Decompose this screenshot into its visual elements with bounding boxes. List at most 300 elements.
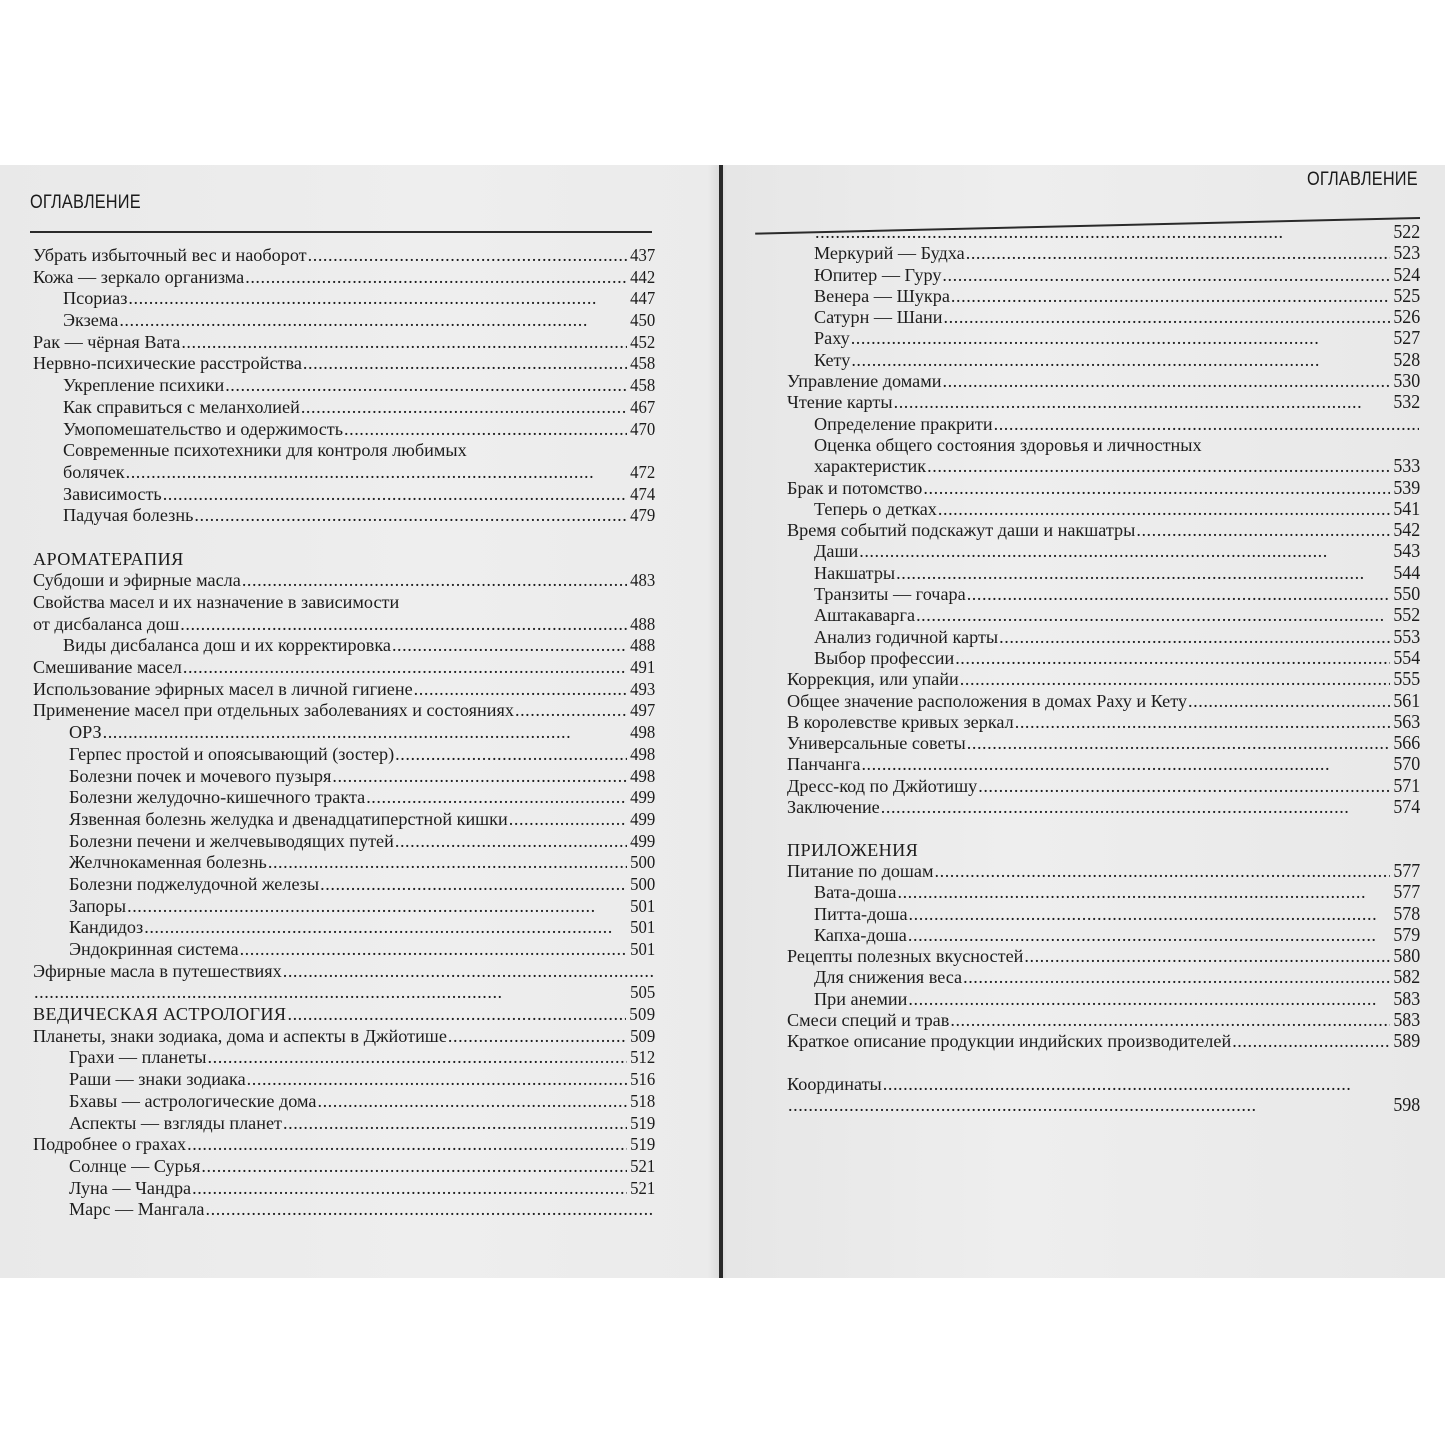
- toc-entry: [787, 1074, 1420, 1095]
- toc-entry-title: Кету: [814, 349, 851, 370]
- toc-entry: [33, 982, 655, 1004]
- toc-entry: [787, 648, 1420, 669]
- dot-leader: [127, 896, 627, 918]
- running-head: ОГЛАВЛЕНИЕ: [1307, 169, 1418, 190]
- toc-page-number: 491: [629, 657, 655, 678]
- toc-entry: [33, 1199, 655, 1221]
- toc-entry: [33, 1113, 655, 1135]
- toc-entry: [33, 592, 655, 614]
- dot-leader: [963, 967, 1390, 988]
- toc-entry-title: Анализ годичной карты: [814, 626, 999, 647]
- toc-entry: [787, 478, 1420, 499]
- toc-entry: [787, 691, 1420, 712]
- dot-leader: [283, 1113, 627, 1135]
- dot-leader: [332, 766, 626, 788]
- toc-page-number: 479: [629, 505, 655, 526]
- toc-entry: [33, 657, 655, 679]
- toc-entry-title: Убрать избыточный вес и наоборот: [33, 245, 307, 265]
- toc-page-number: 577: [1393, 860, 1420, 882]
- toc-page-number: 458: [629, 375, 655, 396]
- dot-leader: [966, 243, 1390, 264]
- toc-entry-title: Свойства масел и их назначение в зависимости: [33, 592, 400, 612]
- dot-leader: [392, 635, 627, 657]
- toc-page-number: 512: [629, 1047, 655, 1068]
- toc-page-number: 579: [1393, 924, 1420, 946]
- toc-entry: [787, 754, 1420, 775]
- toc-page-number: 498: [629, 722, 655, 743]
- dot-leader: [942, 265, 1389, 286]
- toc-page-number: 519: [629, 1112, 655, 1133]
- toc-entry-title: Оценка общего состояния здоровья и личностных: [814, 434, 1202, 455]
- toc-entry: [787, 882, 1420, 903]
- dot-leader: [303, 353, 627, 375]
- toc-entry: [787, 456, 1420, 477]
- toc-entry: [33, 288, 655, 310]
- toc-entry: [33, 700, 655, 722]
- toc-entry: [787, 1095, 1420, 1116]
- toc-entry: [787, 541, 1420, 562]
- dot-leader: [242, 570, 627, 592]
- dot-leader: [268, 852, 627, 874]
- toc-entry-title: Рак — чёрная Вата: [33, 331, 181, 352]
- toc-entry: [33, 635, 655, 657]
- toc-section-heading: [33, 1004, 655, 1026]
- dot-leader: [344, 419, 627, 441]
- toc-entry: [33, 939, 655, 961]
- toc-entry: [33, 484, 655, 506]
- toc-page-number: 516: [629, 1069, 655, 1090]
- toc-page-number: 570: [1393, 754, 1420, 776]
- toc-entry-title: Виды дисбаланса дош и их корректировка: [63, 635, 391, 656]
- toc-entry-title: Капха-доша: [814, 924, 907, 945]
- toc-entry-title: Рецепты полезных вкусностей: [787, 946, 1024, 967]
- dot-leader: [894, 392, 1390, 413]
- toc-entry: [33, 831, 655, 853]
- dot-leader: [163, 484, 627, 506]
- dot-leader: [978, 776, 1390, 797]
- dot-leader: [1136, 520, 1389, 541]
- toc-page-number: 521: [629, 1155, 655, 1176]
- toc-entry-title: Общее значение расположения в домах Раху и Кету: [787, 690, 1188, 711]
- toc-page-number: 498: [629, 765, 655, 786]
- toc-entry-title: Применение масел при отдельных заболеваниях и состояниях: [33, 700, 514, 721]
- toc-page-number: 525: [1393, 285, 1420, 307]
- toc-entry-title: Универсальные советы: [787, 733, 966, 754]
- dot-leader: [126, 462, 627, 484]
- toc-entry-title: характеристик: [814, 456, 927, 477]
- toc-entry: [787, 350, 1420, 371]
- dot-leader: [128, 288, 626, 310]
- toc-page-number: 526: [1393, 307, 1420, 329]
- toc-page-number: 561: [1393, 690, 1420, 712]
- toc-entry: [787, 243, 1420, 264]
- dot-leader: [366, 787, 627, 809]
- toc-entry: [787, 435, 1420, 456]
- toc-entry: [787, 861, 1420, 882]
- dot-leader: [851, 328, 1390, 349]
- toc-entry: [33, 1156, 655, 1178]
- toc-entry: [787, 1031, 1420, 1052]
- toc-entry-title: Управление домами: [787, 371, 942, 392]
- running-head: ОГЛАВЛЕНИЕ: [30, 192, 141, 213]
- toc-entry-title: Дресс-код по Джйотишу: [787, 775, 978, 796]
- toc-entry: [33, 505, 655, 527]
- toc-entry-title: Смешивание масел: [33, 657, 182, 678]
- dot-leader: [34, 982, 627, 1004]
- toc-entry: [787, 222, 1420, 243]
- toc-entry-title: Марс — Мангала: [69, 1199, 205, 1220]
- toc-page-number: 554: [1393, 647, 1420, 669]
- dot-leader: [201, 1156, 626, 1178]
- toc-spacer: [33, 527, 655, 549]
- dot-leader: [788, 1095, 1390, 1116]
- dot-leader: [942, 371, 1389, 392]
- dot-leader: [448, 1026, 627, 1048]
- toc-page-number: 501: [629, 939, 655, 959]
- dot-leader: [283, 961, 654, 983]
- dot-leader: [908, 989, 1389, 1010]
- dot-leader: [301, 397, 627, 419]
- toc-page-number: 450: [629, 310, 655, 331]
- toc-page-number: 467: [629, 396, 655, 417]
- dot-leader: [851, 350, 1389, 371]
- toc-entry-title: Болезни поджелудочной железы: [69, 873, 320, 894]
- toc-entry-title: Для снижения веса: [814, 967, 963, 988]
- toc-page-number: 524: [1393, 264, 1420, 286]
- toc-entry-title: Смеси специй и трав: [787, 1009, 950, 1030]
- dot-leader: [883, 1074, 1419, 1095]
- toc-page-number: 509: [628, 1004, 655, 1025]
- toc-page-number: 458: [629, 353, 655, 374]
- toc-entry: [33, 397, 655, 419]
- toc-page-number: 472: [629, 461, 655, 482]
- toc-entry: [33, 766, 655, 788]
- toc-entry: [787, 371, 1420, 392]
- toc-page-number: 452: [629, 331, 655, 352]
- toc-page-number: 589: [1393, 1031, 1420, 1053]
- toc-entry: [33, 310, 655, 332]
- toc-entry-title: Экзема: [63, 310, 119, 331]
- toc-page-number: 493: [629, 678, 655, 699]
- dot-leader: [320, 874, 627, 896]
- toc-page-number: 578: [1393, 903, 1420, 925]
- toc-entry: [787, 328, 1420, 349]
- toc-page-number: 533: [1393, 456, 1420, 478]
- toc-page-number: 447: [629, 288, 655, 309]
- toc-entry: [33, 1047, 655, 1069]
- dot-leader: [896, 563, 1390, 584]
- toc-entry-title: Координаты: [787, 1073, 882, 1094]
- toc-page-number: 498: [629, 743, 655, 764]
- dot-leader: [308, 245, 627, 267]
- toc-entry: [787, 946, 1420, 967]
- toc-entry: [33, 874, 655, 896]
- dot-leader: [861, 754, 1389, 775]
- toc-entry-title: Современные психотехники для контроля любимых: [63, 440, 467, 461]
- toc-entry: [33, 614, 655, 636]
- toc-entry-title: Болезни желудочно-кишечного тракта: [69, 787, 366, 808]
- toc-page-number: 583: [1393, 1009, 1420, 1031]
- toc-entry-title: Транзиты — гочара: [814, 584, 966, 605]
- dot-leader: [1015, 712, 1390, 733]
- toc-page-number: 483: [629, 570, 655, 591]
- toc-entry: [33, 267, 655, 289]
- toc-entry-title: Зависимость: [63, 483, 162, 504]
- toc-entry-title: Подробнее о грахах: [33, 1134, 187, 1155]
- toc-entry-title: Солнце — Сурья: [69, 1155, 201, 1176]
- dot-leader: [509, 809, 627, 831]
- toc-page-number: 518: [629, 1090, 655, 1111]
- toc-entry: [787, 392, 1420, 413]
- toc-page-number: 474: [629, 483, 655, 504]
- toc-page-number: 488: [629, 613, 655, 634]
- toc-entry-title: Нервно-психические расстройства: [33, 353, 302, 374]
- toc-section-heading: [787, 840, 1420, 861]
- toc-page-number: 523: [1393, 243, 1420, 265]
- toc-page-number: 563: [1393, 711, 1420, 733]
- toc-entry-title: Даши: [814, 541, 859, 562]
- toc-entry-title: Грахи — планеты: [69, 1047, 207, 1068]
- dot-leader: [414, 679, 627, 701]
- dot-leader: [935, 861, 1390, 882]
- toc-page-number: 552: [1393, 605, 1420, 627]
- toc-page-number: 583: [1393, 988, 1420, 1010]
- dot-leader: [225, 375, 627, 397]
- toc-entry: [33, 896, 655, 918]
- toc-page-number: 499: [629, 808, 655, 829]
- toc-entry-title: Чтение карты: [787, 392, 893, 413]
- toc-entry: [787, 307, 1420, 328]
- toc-entry-title: Раши — знаки зодиака: [69, 1069, 246, 1090]
- dot-leader: [951, 286, 1390, 307]
- toc-entry-title: Выбор профессии: [814, 647, 955, 668]
- toc-page-number: 519: [629, 1134, 655, 1155]
- toc-entry: [787, 669, 1420, 690]
- toc-entry: [787, 584, 1420, 605]
- toc-entry-title: Венера — Шукра: [814, 285, 950, 306]
- toc-entry: [787, 1010, 1420, 1031]
- toc-entry-title: Время событий подскажут даши и накшатры: [787, 520, 1136, 541]
- dot-leader: [287, 1004, 625, 1026]
- toc-page-number: 544: [1393, 562, 1420, 584]
- toc-page-number: 505: [629, 982, 655, 1003]
- toc-entry-title: При анемии: [814, 988, 908, 1009]
- toc-spacer: [787, 1053, 1420, 1074]
- dot-leader: [395, 744, 627, 766]
- toc-entry-title: Падучая болезнь: [63, 505, 194, 526]
- toc-page-number: 577: [1393, 882, 1420, 904]
- toc-entry-title: Краткое описание продукции индийских производителей: [787, 1031, 1232, 1052]
- dot-leader: [181, 332, 626, 354]
- toc-page-number: 500: [629, 873, 655, 894]
- dot-leader: [994, 414, 1419, 435]
- toc-entry: [787, 627, 1420, 648]
- toc-entry-title: Юпитер — Гуру: [814, 264, 942, 285]
- toc-entry-title: Герпес простой и опоясывающий (зостер): [69, 743, 395, 764]
- toc-entry: [33, 1134, 655, 1156]
- dot-leader: [103, 722, 627, 744]
- toc-entry: [33, 679, 655, 701]
- dot-leader: [245, 267, 627, 289]
- toc-entry-title: Планеты, знаки зодиака, дома и аспекты в Джйотише: [33, 1025, 447, 1046]
- toc-entry-title: Эфирные масла в путешествиях: [33, 960, 282, 981]
- toc-entry: [33, 570, 655, 592]
- toc-page-number: 582: [1393, 967, 1420, 989]
- toc-page-number: 555: [1393, 669, 1420, 691]
- toc-entry-title: Аспекты — взгляды планет: [69, 1112, 283, 1133]
- toc-entry: [33, 440, 655, 462]
- left-page: [0, 165, 719, 1278]
- toc-entry-title: Эндокринная система: [69, 939, 239, 959]
- toc-page-number: 543: [1393, 541, 1420, 563]
- toc-entry-title: Питание по дошам: [787, 860, 934, 881]
- dot-leader: [247, 1069, 627, 1091]
- toc-page-number: 501: [629, 895, 655, 916]
- toc-entry-title: Субдоши и эфирные масла: [33, 570, 241, 591]
- dot-leader: [967, 733, 1390, 754]
- dot-leader: [897, 882, 1389, 903]
- toc-list: [33, 245, 655, 1221]
- toc-page-number: 509: [629, 1025, 655, 1046]
- dot-leader: [999, 627, 1390, 648]
- toc-entry: [33, 419, 655, 441]
- toc-page-number: 497: [629, 700, 655, 721]
- toc-entry-title: болячек: [63, 461, 125, 482]
- toc-page-number: 470: [629, 418, 655, 439]
- toc-entry: [33, 961, 655, 983]
- toc-entry: [787, 520, 1420, 541]
- toc-entry: [33, 852, 655, 874]
- toc-page-number: 598: [1393, 1095, 1420, 1117]
- dot-leader: [923, 478, 1389, 499]
- toc-page-number: 442: [629, 266, 655, 287]
- toc-entry-title: АРОМАТЕРАПИЯ: [33, 548, 184, 569]
- toc-entry-title: Язвенная болезнь желудка и двенадцатиперстной кишки: [69, 808, 508, 829]
- toc-page-number: 499: [629, 830, 655, 851]
- dot-leader: [967, 584, 1390, 605]
- toc-entry: [787, 776, 1420, 797]
- dot-leader: [908, 925, 1390, 946]
- dot-leader: [916, 605, 1390, 626]
- dot-leader: [192, 1178, 627, 1200]
- toc-entry-title: Раху: [814, 328, 850, 349]
- toc-entry-title: Как справиться с меланхолией: [63, 396, 300, 417]
- toc-page-number: 499: [629, 787, 655, 808]
- toc-entry: [787, 563, 1420, 584]
- toc-entry: [787, 797, 1420, 818]
- toc-entry: [33, 375, 655, 397]
- dot-leader: [960, 669, 1390, 690]
- toc-page-number: 527: [1393, 328, 1420, 350]
- dot-leader: [1188, 691, 1390, 712]
- toc-page-number: 500: [629, 852, 655, 873]
- dot-leader: [144, 917, 627, 939]
- toc-page-number: 501: [629, 917, 655, 938]
- toc-page-number: 521: [629, 1177, 655, 1198]
- dot-leader: [955, 648, 1390, 669]
- dot-leader: [317, 1091, 626, 1113]
- toc-entry-title: Коррекция, или упайи: [787, 669, 959, 690]
- header-rule: [30, 231, 652, 233]
- toc-entry: [787, 733, 1420, 754]
- toc-page-number: 488: [629, 635, 655, 656]
- toc-entry: [33, 917, 655, 939]
- dot-leader: [183, 657, 627, 679]
- toc-entry: [33, 245, 655, 267]
- toc-entry: [33, 1069, 655, 1091]
- toc-entry-title: Накшатры: [814, 562, 896, 583]
- toc-entry-title: Панчанга: [787, 754, 861, 775]
- toc-entry: [33, 353, 655, 375]
- toc-entry-title: Определение пракрити: [814, 413, 993, 434]
- toc-entry-title: Болезни печени и желчевыводящих путей: [69, 830, 394, 851]
- toc-entry: [787, 605, 1420, 626]
- toc-page-number: 539: [1393, 477, 1420, 499]
- dot-leader: [944, 307, 1390, 328]
- dot-leader: [815, 222, 1390, 243]
- dot-leader: [515, 700, 627, 722]
- toc-page-number: 541: [1393, 498, 1420, 520]
- toc-entry-title: от дисбаланса дош: [33, 613, 180, 634]
- toc-entry-title: ПРИЛОЖЕНИЯ: [787, 839, 919, 860]
- toc-entry: [787, 904, 1420, 925]
- toc-entry-title: Вата-доша: [814, 882, 897, 903]
- dot-leader: [208, 1047, 627, 1069]
- toc-section-heading: [33, 549, 655, 571]
- toc-list: [787, 222, 1420, 1116]
- toc-page-number: 522: [1393, 222, 1420, 243]
- toc-page-number: 530: [1393, 371, 1420, 393]
- right-page: [723, 165, 1445, 1278]
- toc-entry-title: ВЕДИЧЕСКАЯ АСТРОЛОГИЯ: [33, 1004, 287, 1025]
- toc-entry: [33, 809, 655, 831]
- dot-leader: [1024, 946, 1389, 967]
- toc-page-number: 580: [1393, 946, 1420, 968]
- toc-entry: [33, 1091, 655, 1113]
- toc-entry: [33, 462, 655, 484]
- dot-leader: [180, 614, 626, 636]
- toc-entry: [33, 787, 655, 809]
- toc-entry-title: Теперь о детках: [814, 498, 937, 519]
- dot-leader: [206, 1199, 654, 1221]
- dot-leader: [240, 939, 627, 961]
- toc-page-number: 571: [1393, 775, 1420, 797]
- toc-entry: [787, 989, 1420, 1010]
- toc-page-number: 574: [1393, 797, 1420, 819]
- toc-entry-title: Кожа — зеркало организма: [33, 266, 245, 287]
- dot-leader: [938, 499, 1390, 520]
- dot-leader: [950, 1010, 1389, 1031]
- toc-entry: [33, 722, 655, 744]
- dot-leader: [881, 797, 1390, 818]
- toc-page-number: 437: [629, 245, 655, 265]
- toc-entry-title: Запоры: [69, 895, 127, 916]
- dot-leader: [1232, 1031, 1390, 1052]
- toc-page-number: 566: [1393, 733, 1420, 755]
- toc-entry: [33, 1026, 655, 1048]
- toc-page-number: 553: [1393, 626, 1420, 648]
- toc-entry: [787, 414, 1420, 435]
- toc-entry-title: ОРЗ: [69, 722, 102, 743]
- toc-entry-title: Желчнокаменная болезнь: [69, 852, 267, 873]
- toc-spacer: [787, 818, 1420, 839]
- toc-entry-title: Псориаз: [63, 288, 128, 309]
- toc-entry-title: Умопомешательство и одержимость: [63, 418, 344, 439]
- toc-page-number: 542: [1393, 520, 1420, 542]
- toc-entry: [787, 499, 1420, 520]
- toc-entry-title: Меркурий — Будха: [814, 243, 965, 264]
- toc-page-number: 532: [1393, 392, 1420, 414]
